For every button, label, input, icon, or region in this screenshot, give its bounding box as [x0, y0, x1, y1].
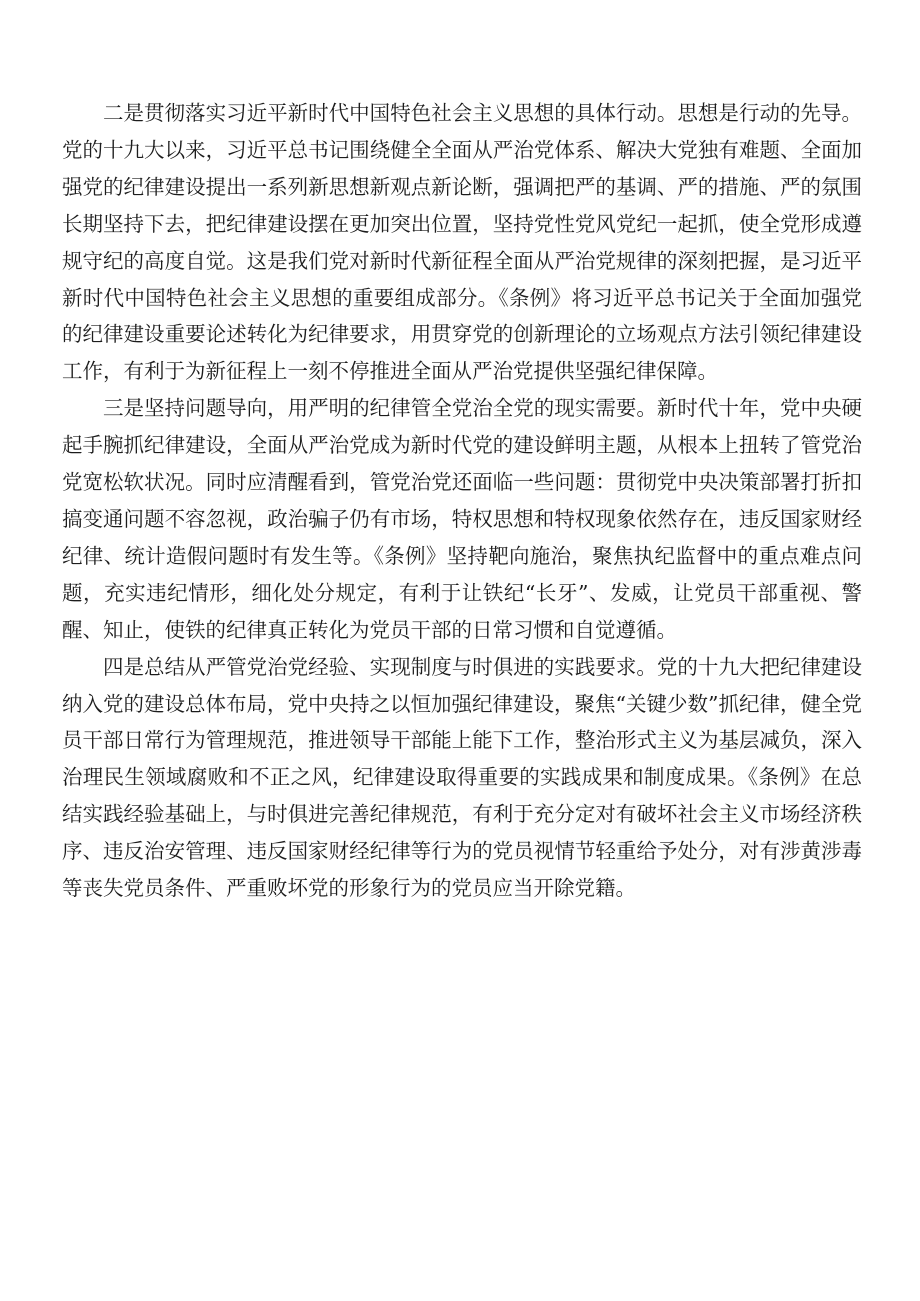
paragraph-2: 二是贯彻落实习近平新时代中国特色社会主义思想的具体行动。思想是行动的先导。党的十九大以来，习近平总书记围绕健全全面从严治党体系、解决大党独有难题、全面加强党的纪律建设提出一系列新思想新观点新论断，强调把严的基调、严的措施、严的氛围长期坚持下去，把纪律建设摆在更加突出位置，坚持党性党风党纪一起抓，使全党形成遵规守纪的高度自觉。这是我们党对新时代新征程全面从严治党规律的深刻把握，是习近平新时代中国特色社会主义思想的重要组成部分。《条例》将习近平总书记关于全面加强党的纪律建设重要论述转化为纪律要求，用贯穿党的创新理论的立场观点方法引领纪律建设工作，有利于为新征程上一刻不停推进全面从严治党提供坚强纪律保障。 [62, 101, 862, 384]
document-body [62, 95, 862, 907]
paragraph-4: 四是总结从严管党治党经验、实现制度与时俱进的实践要求。党的十九大把纪律建设纳入党的建设总体布局，党中央持之以恒加强纪律建设，聚焦“关键少数”抓纪律，健全党员干部日常行为管理规范，推进领导干部能上能下工作，整治形式主义为基层减负，深入治理民生领域腐败和不正之风，纪律建设取得重要的实践成果和制度成果。《条例》在总结实践经验基础上，与时俱进完善纪律规范，有利于充分定对有破坏社会主义市场经济秩序、违反治安管理、违反国家财经纪律等行为的党员视情节轻重给予处分，对有涉黄涉毒等丧失党员条件、严重败坏党的形象行为的党员应当开除党籍。 [62, 654, 862, 901]
paragraph-3: 三是坚持问题导向，用严明的纪律管全党治全党的现实需要。新时代十年，党中央硬起手腕抓纪律建设，全面从严治党成为新时代党的建设鲜明主题，从根本上扭转了管党治党宽松软状况。同时应清醒看到，管党治党还面临一些问题：贯彻党中央决策部署打折扣搞变通问题不容忽视，政治骗子仍有市场，特权思想和特权现象依然存在，违反国家财经纪律、统计造假问题时有发生等。《条例》坚持靶向施治，聚焦执纪监督中的重点难点问题，充实违纪情形，细化处分规定，有利于让铁纪“长牙”、发威，让党员干部重视、警醒、知止，使铁的纪律真正转化为党员干部的日常习惯和自觉遵循。 [62, 396, 862, 642]
